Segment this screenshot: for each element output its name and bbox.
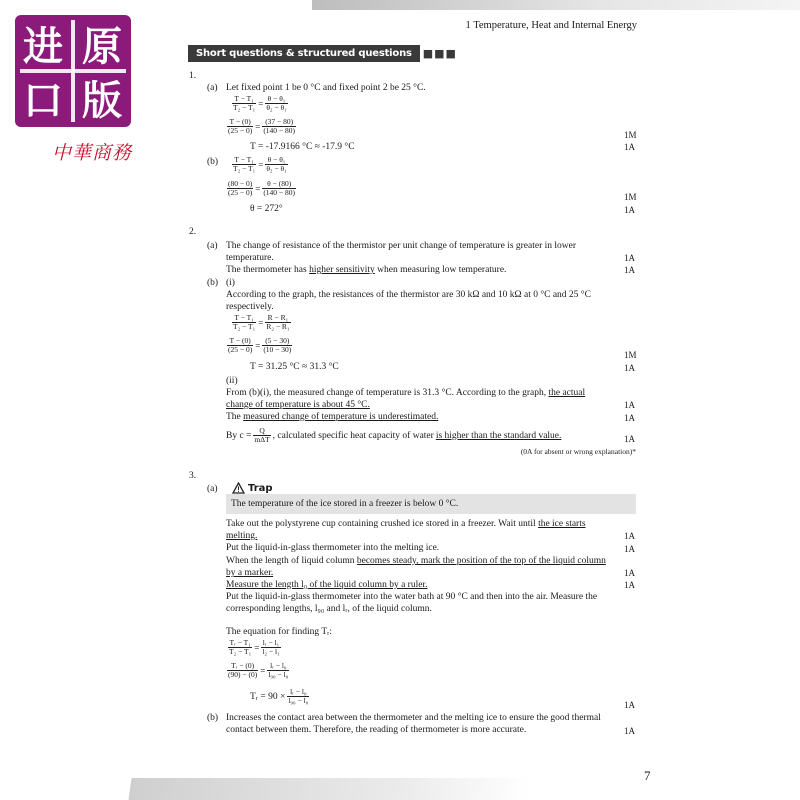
q3a-line-2: melting. bbox=[226, 531, 258, 541]
q3b-mark: 1A bbox=[624, 726, 635, 736]
logo-subtitle: 中華商務 bbox=[52, 142, 133, 164]
publisher-logo bbox=[14, 14, 132, 128]
trap-text: The temperature of the ice stored in a freezer is below 0 °C. bbox=[231, 499, 459, 509]
q3a-line-5: by a marker. bbox=[226, 568, 274, 578]
q1a-result: T = -17.9166 °C ≈ -17.9 °C bbox=[250, 142, 355, 152]
q3a-line-4: When the length of liquid column becomes steady, mark the position of the top of the liquid column bbox=[226, 556, 606, 566]
q3a-eq2: $\frac{\text{Tᵣ − (0)}}{(90) - (0)}$ = $\frac{\text{lᵣ − l₀}}{\text{l₉₀ − l₀}}$ bbox=[228, 661, 289, 679]
q3b-label: (b) bbox=[207, 713, 219, 723]
q1a-text: Let fixed point 1 be 0 °C and fixed point 2 be 25 °C. bbox=[226, 83, 426, 93]
q3a-eq-intro: The equation for finding Tᵣ: bbox=[226, 627, 332, 637]
section-banner-title: Short questions & structured questions bbox=[188, 45, 420, 62]
q3a-eq1: $\frac{\text{Tᵣ − T₁}}{\text{T₂ − T₁}}$ = $\frac{\text{lᵣ − l₁}}{\text{l₂ − l₁}}$ bbox=[229, 638, 280, 656]
q3a-line-7: Put the liquid-in-glass thermometer into the water bath at 90 °C and then into the air. Measure the bbox=[226, 592, 598, 602]
logo-char-1: 口 bbox=[23, 78, 63, 124]
q2a-label: (a) bbox=[207, 241, 218, 251]
q2bii-line-2: change of temperature is about 45 °C. bbox=[226, 400, 370, 410]
section-banner bbox=[188, 44, 457, 62]
q3a-mark-1: 1A bbox=[624, 531, 635, 541]
logo-char-2: 原 bbox=[82, 24, 122, 70]
q2bi-eq2: $\frac{T - (0)}{(25 - 0)}$ = $\frac{(5 - 30)}{(10 - 30)}$ bbox=[228, 336, 292, 354]
q2b-label: (b) bbox=[207, 278, 219, 288]
q3a-eq3: Tᵣ = 90 × $\frac{\text{lᵣ − l₀}}{\text{l₉₀ − l₀}}$ bbox=[250, 687, 309, 705]
q2-note: (0A for absent or wrong explanation)* bbox=[520, 447, 636, 456]
q2bii-mark-2: 1A bbox=[624, 413, 635, 423]
bottom-decor-band bbox=[128, 778, 531, 800]
q1a-label: (a) bbox=[207, 83, 218, 93]
running-head: 1 Temperature, Heat and Internal Energy bbox=[465, 20, 637, 31]
q3a-label: (a) bbox=[207, 484, 218, 494]
q2bii-mark-1: 1A bbox=[624, 400, 635, 410]
q2bi-eq1: $\frac{\text{T − T₁}}{\text{T₂ − T₁}}$ = $\frac{\text{R − R₁}}{\text{R₂ − R₁}}$ bbox=[233, 313, 290, 331]
q2a-line-2: temperature. bbox=[226, 253, 274, 263]
q3b-line-2: contact between them. Therefore, the reading of thermometer is more accurate. bbox=[226, 725, 527, 735]
q2bi-result: T = 31.25 °C ≈ 31.3 °C bbox=[250, 362, 339, 372]
q2bi-mark-1: 1M bbox=[624, 350, 637, 360]
q2-number: 2. bbox=[189, 227, 197, 237]
page-number: 7 bbox=[644, 768, 651, 783]
q3a-line-3: Put the liquid-in-glass thermometer into the melting ice. bbox=[226, 543, 440, 553]
q3b-line-1: Increases the contact area between the thermometer and the melting ice to ensure the good thermal bbox=[226, 713, 601, 723]
q3a-mark-4: 1A bbox=[624, 580, 635, 590]
q2a-line-1: The change of resistance of the thermistor per unit change of temperature is greater in lower bbox=[226, 241, 577, 251]
trap-heading: Trap bbox=[232, 482, 273, 494]
q3a-eq-mark: 1A bbox=[624, 700, 635, 710]
q2bii-line-3: The measured change of temperature is underestimated. bbox=[226, 412, 439, 422]
q1b-eq2: $\frac{(80 - 0)}{(25 - 0)}$ = $\frac{\theta - (80)}{(140 - 80)}$ bbox=[228, 179, 296, 197]
top-decor-bar bbox=[312, 0, 800, 10]
q1a-eq1: $\frac{\text{T − T₁}}{\text{T₂ − T₁}}$ = $\frac{\text{θ − θ₁}}{\text{θ₂ − θ₁}}$ bbox=[233, 94, 287, 112]
logo-char-3: 版 bbox=[82, 78, 122, 124]
q3a-mark-3: 1A bbox=[624, 568, 635, 578]
q1b-mark-2: 1A bbox=[624, 205, 635, 215]
q1b-mark-1: 1M bbox=[624, 192, 637, 202]
q3a-line-6: Measure the length l₀ of the liquid column by a ruler. bbox=[226, 580, 428, 590]
q3-number: 3. bbox=[189, 471, 197, 481]
q1b-result: θ = 272° bbox=[250, 204, 283, 214]
warning-icon bbox=[232, 482, 245, 494]
q2a-mark-2: 1A bbox=[624, 265, 635, 275]
q2b-ii-label: (ii) bbox=[226, 376, 238, 386]
q1-number: 1. bbox=[189, 71, 197, 81]
q2bii-line-1: From (b)(i), the measured change of temperature is 31.3 °C. According to the graph, the actual bbox=[226, 388, 586, 398]
q2bi-mark-2: 1A bbox=[624, 363, 635, 373]
q2bi-line-1: According to the graph, the resistances of the thermistor are 30 kΩ and 10 kΩ at 0 °C and 25 °C bbox=[226, 290, 591, 300]
q1b-label: (b) bbox=[207, 157, 219, 167]
banner-dots-icon: ■■■ bbox=[422, 46, 457, 60]
q1a-eq2: $\frac{T - (0)}{(25 - 0)}$ = $\frac{(37 - 80)}{(140 - 80)}$ bbox=[228, 117, 296, 135]
q1a-mark-2: 1A bbox=[624, 142, 635, 152]
q2a-line-3: The thermometer has higher sensitivity when measuring low temperature. bbox=[226, 265, 507, 275]
q2b-i-label: (i) bbox=[226, 278, 235, 288]
q3a-mark-2: 1A bbox=[624, 544, 635, 554]
q3a-line-1: Take out the polystyrene cup containing crushed ice stored in a freezer. Wait until the ice starts bbox=[226, 519, 586, 529]
q2bi-line-2: respectively. bbox=[226, 302, 274, 312]
q2a-mark-1: 1A bbox=[624, 253, 635, 263]
q3a-line-8: corresponding lengths, l₉₀ and lᵣ, of the liquid column. bbox=[226, 604, 432, 614]
q1a-mark-1: 1M bbox=[624, 130, 637, 140]
q1b-eq1: $\frac{\text{T − T₁}}{\text{T₂ − T₁}}$ = $\frac{\text{θ − θ₁}}{\text{θ₂ − θ₁}}$ bbox=[233, 155, 287, 173]
logo-char-0: 进 bbox=[23, 24, 63, 70]
q2bii-line-4: By c = $\frac{Q}{\text{mΔT}}$ , calculated specific heat capacity of water is higher than the standard value. bbox=[226, 426, 562, 444]
q2bii-mark-3: 1A bbox=[624, 434, 635, 444]
